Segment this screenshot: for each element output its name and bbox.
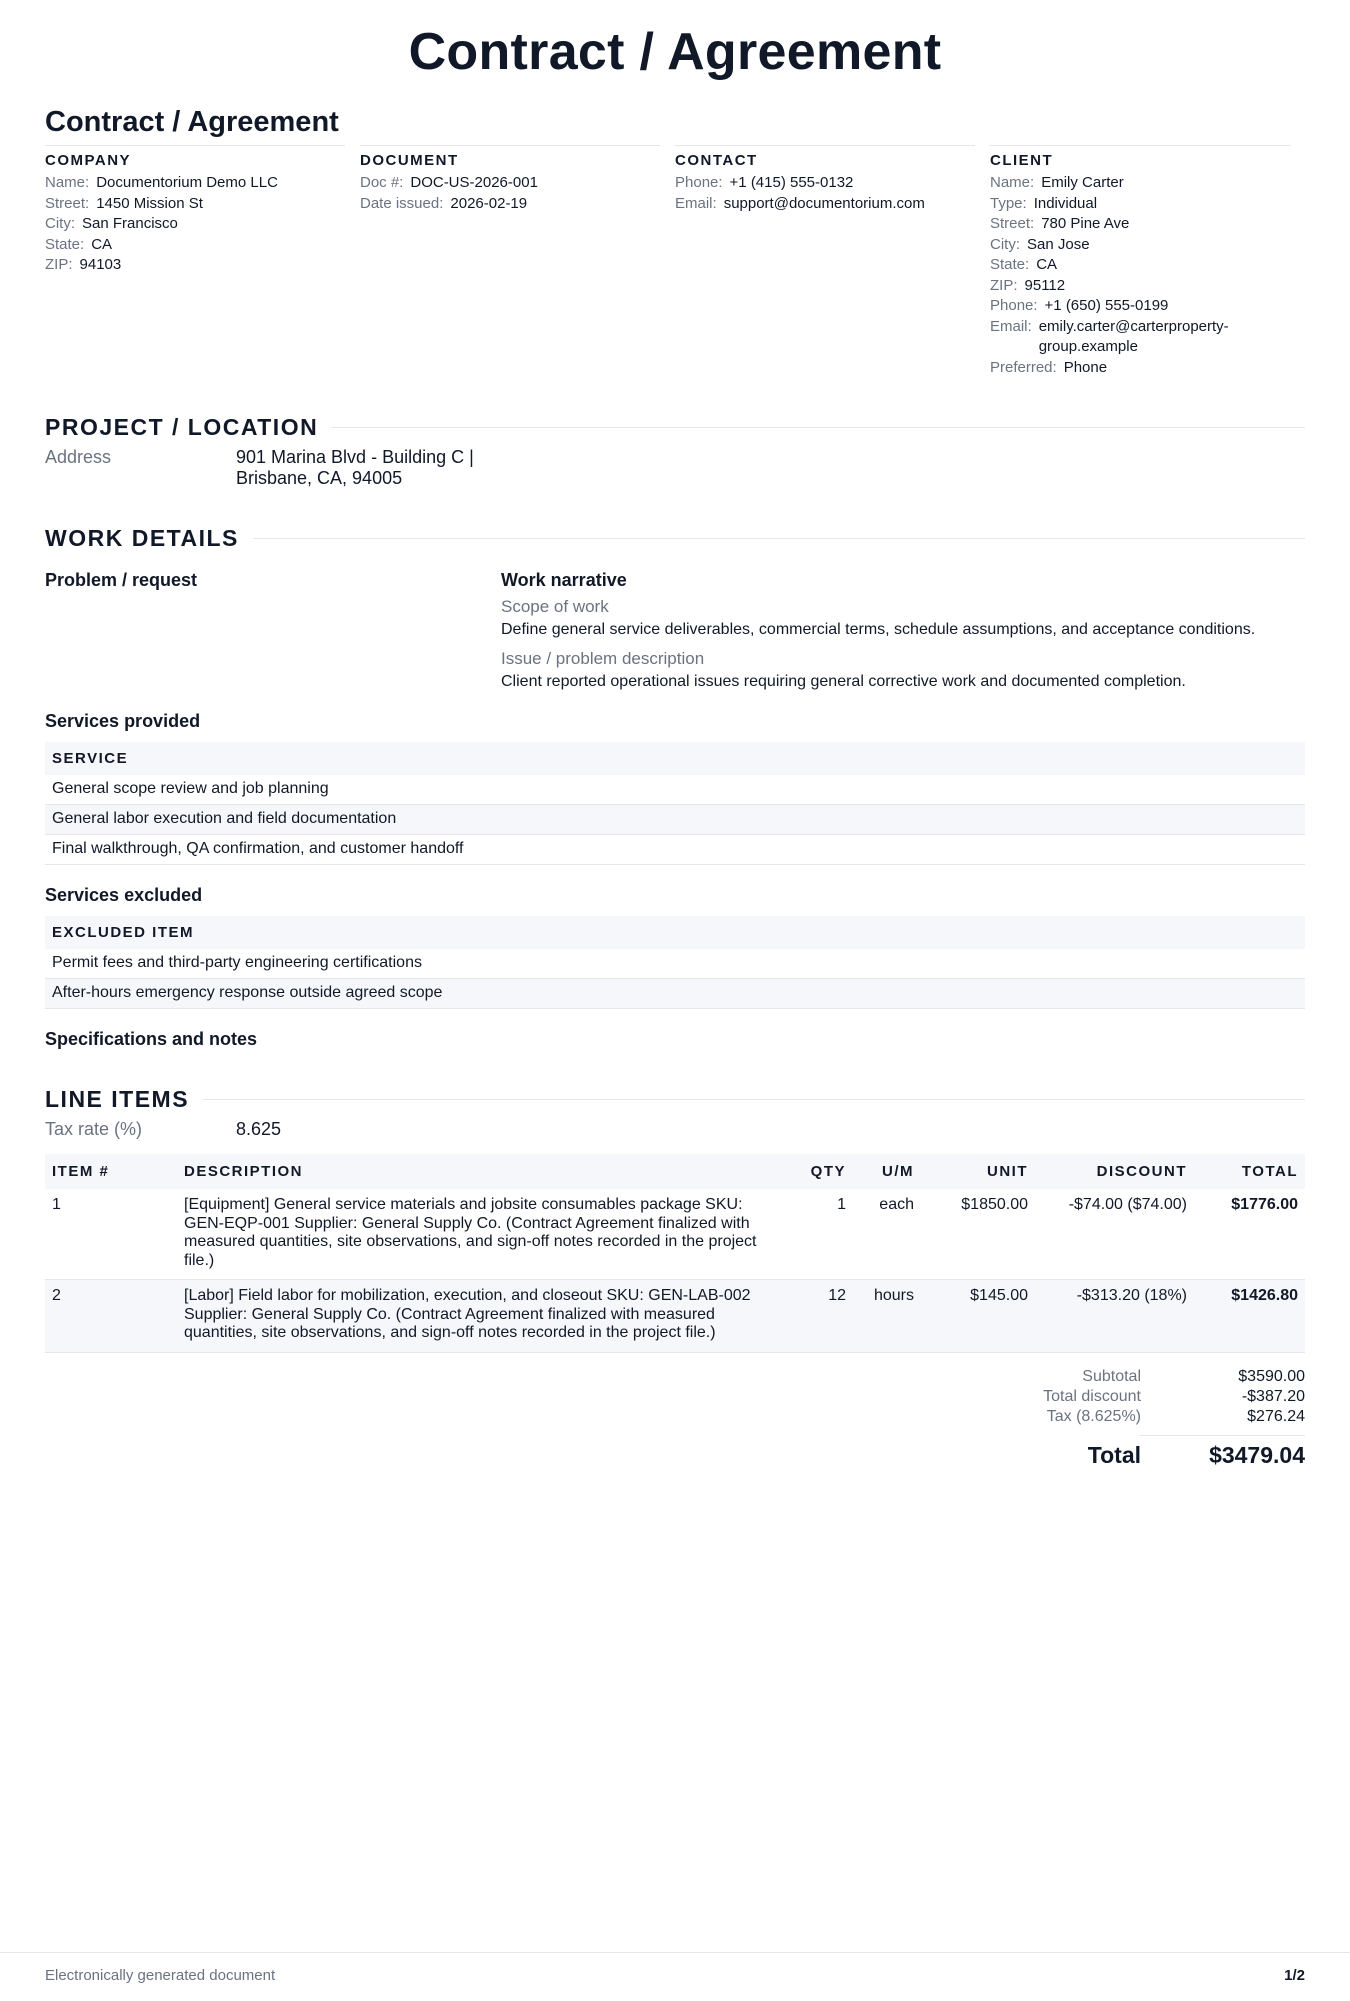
document-block	[360, 145, 675, 378]
company-field: Street: 1450 Mission St	[45, 194, 203, 212]
client-block	[990, 145, 1305, 378]
header-info-grid	[45, 145, 1305, 378]
company-field: City: San Francisco	[45, 215, 178, 232]
contact-heading: CONTACT	[675, 152, 758, 169]
company-heading: COMPANY	[45, 152, 132, 169]
client-field: Phone: +1 (650) 555-0199	[990, 297, 1169, 314]
problem-label: Problem / request	[45, 570, 198, 590]
contact-field: Email: support@documentorium.com	[675, 194, 925, 212]
excluded-column-header: EXCLUDED ITEM	[45, 916, 1305, 949]
client-field: Street: 780 Pine Ave	[990, 215, 1130, 232]
line-items-heading: LINE ITEMS	[45, 1086, 190, 1112]
document-page	[45, 0, 1305, 2000]
issue-label: Issue / problem description	[501, 649, 705, 668]
line-items-table	[45, 1154, 1305, 1353]
col-unit: UNIT	[921, 1154, 1035, 1189]
page-footer	[0, 1952, 1350, 2001]
page-number: 1/2	[1284, 1967, 1305, 1984]
table-row: General labor execution and field documentation	[45, 805, 1305, 835]
client-field: Preferred: Phone	[990, 358, 1108, 376]
col-um: U/M	[853, 1154, 921, 1189]
company-field: Name: Documentorium Demo LLC	[45, 174, 278, 191]
tax-rate-label: Tax rate (%)	[45, 1119, 143, 1139]
work-heading: WORK DETAILS	[45, 525, 239, 551]
project-address	[45, 447, 1305, 489]
address-label: Address	[45, 447, 112, 467]
table-row: Final walkthrough, QA confirmation, and customer handoff	[45, 835, 1305, 865]
company-field: ZIP: 94103	[45, 256, 122, 273]
excluded-table	[45, 916, 1305, 1009]
work-section-header	[45, 525, 1305, 552]
contact-field: Phone: +1 (415) 555-0132	[675, 174, 854, 191]
document-heading: DOCUMENT	[360, 152, 459, 169]
work-narrative	[501, 570, 1305, 691]
scope-label: Scope of work	[501, 597, 609, 616]
client-field: State: CA	[990, 256, 1058, 273]
services-provided-label: Services provided	[45, 711, 201, 731]
client-field: ZIP: 95112	[990, 276, 1066, 294]
client-field: Name: Emily Carter	[990, 174, 1124, 191]
client-heading: CLIENT	[990, 152, 1054, 169]
scope-text: Define general service deliverables, commercial terms, schedule assumptions, and acceptance conditions.	[501, 621, 1256, 638]
table-row: Permit fees and third-party engineering certifications	[45, 949, 1305, 979]
address-value: 901 Marina Blvd - Building C | Brisbane, CA, 94005	[236, 447, 474, 488]
document-title: Contract / Agreement	[408, 23, 942, 81]
col-qty: QTY	[791, 1154, 853, 1189]
col-total: TOTAL	[1194, 1154, 1305, 1189]
document-field: Date issued: 2026-02-19	[360, 194, 528, 212]
services-column-header: SERVICE	[45, 742, 1305, 775]
line-items-section-header	[45, 1086, 1305, 1113]
footer-note: Electronically generated document	[45, 1967, 276, 1984]
document-subtitle: Contract / Agreement	[45, 106, 339, 138]
company-block	[45, 145, 360, 378]
issue-text: Client reported operational issues requiring general corrective work and documented completion.	[501, 673, 1186, 690]
col-item: ITEM #	[45, 1154, 177, 1189]
table-row: 1 [Equipment] General service materials and jobsite consumables package SKU: GEN-EQP-001 Supplier: General Supply Co. (Contract Agreement finalized with measured quantities, site observations, and sign-off notes recorded in the project file.) 1 each $1850.00 -$74.00 ($74.00) $1776.00	[45, 1189, 1305, 1280]
col-description: DESCRIPTION	[177, 1154, 791, 1189]
client-field: Type: Individual	[990, 194, 1098, 212]
work-details-row	[45, 570, 1305, 691]
tax-rate-value: 8.625	[236, 1119, 282, 1139]
totals-block	[45, 1367, 1305, 1469]
document-field: Doc #: DOC-US-2026-001	[360, 174, 538, 191]
col-discount: DISCOUNT	[1035, 1154, 1194, 1189]
total-discount-row: Total discount -$387.20	[1043, 1387, 1305, 1405]
specifications-label: Specifications and notes	[45, 1029, 258, 1049]
grand-total-row: Total $3479.04	[1087, 1441, 1305, 1468]
services-table	[45, 742, 1305, 865]
table-row: 2 [Labor] Field labor for mobilization, execution, and closeout SKU: GEN-LAB-002 Supplier: General Supply Co. (Contract Agreement finalized with measured quantities, site observations, and sign-off notes recorded in the project file.) 12 hours $145.00 -$313.20 (18%) $1426.80	[45, 1280, 1305, 1353]
project-section-header	[45, 414, 1305, 441]
narrative-label: Work narrative	[501, 570, 627, 590]
tax-row: Tax (8.625%) $276.24	[1046, 1407, 1305, 1425]
contact-block	[675, 145, 990, 378]
table-row: General scope review and job planning	[45, 775, 1305, 805]
project-heading: PROJECT / LOCATION	[45, 414, 319, 440]
tax-rate	[45, 1119, 1305, 1140]
table-row: After-hours emergency response outside agreed scope	[45, 979, 1305, 1009]
subtotal-row: Subtotal $3590.00	[1082, 1367, 1305, 1385]
client-field: Email: emily.carter@carterproperty-group.example	[990, 317, 1229, 355]
client-field: City: San Jose	[990, 235, 1090, 253]
company-field: State: CA	[45, 235, 113, 253]
services-excluded-label: Services excluded	[45, 885, 203, 905]
